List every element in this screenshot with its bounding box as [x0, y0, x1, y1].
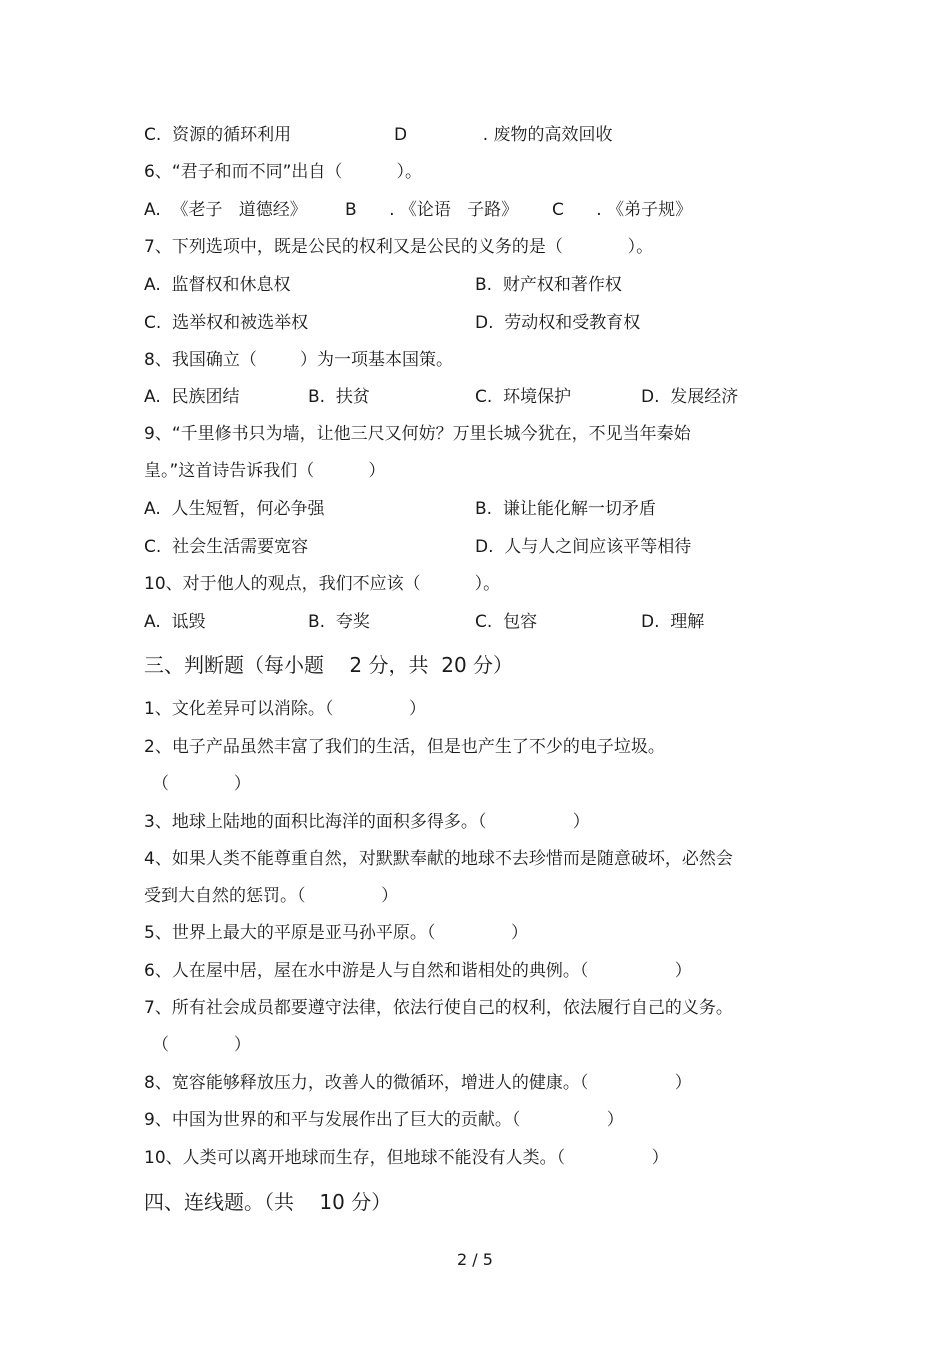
q9-option-a: A. 人生短暂，何必争强 — [144, 499, 325, 519]
q6-stem: 6、“君子和而不同”出自（ ）。 — [144, 162, 422, 182]
q10-stem: 10、对于他人的观点，我们不应该（ ）。 — [144, 574, 501, 594]
judgement-item-7-blank: （ ） — [152, 1035, 251, 1055]
judgement-item-3: 3、地球上陆地的面积比海洋的面积多得多。（ ） — [144, 812, 590, 832]
q10-option-a: A. 诋毁 — [144, 612, 206, 632]
q10-option-d: D. 理解 — [641, 612, 705, 632]
judgement-item-4-cont: 受到大自然的惩罚。（ ） — [144, 886, 399, 906]
q10-option-b: B. 夸奖 — [308, 612, 370, 632]
judgement-item-6: 6、人在屋中居，屋在水中游是人与自然和谐相处的典例。（ ） — [144, 961, 692, 981]
q9-stem-line2: 皇。”这首诗告诉我们（ ） — [144, 461, 386, 481]
q7-option-b: B. 财产权和著作权 — [475, 275, 622, 295]
q5-option-c: C. 资源的循环利用 — [144, 125, 292, 145]
q8-option-b: B. 扶贫 — [308, 387, 370, 407]
section4-title: 四、连线题。（共 10 分） — [144, 1190, 392, 1214]
q7-stem: 7、下列选项中，既是公民的权利又是公民的义务的是（ ）。 — [144, 237, 654, 257]
section3-title: 三、判断题（每小题 2 分，共 20 分） — [144, 653, 514, 677]
judgement-item-10: 10、人类可以离开地球而生存，但地球不能没有人类。（ ） — [144, 1148, 669, 1168]
q8-option-a: A. 民族团结 — [144, 387, 240, 407]
q8-stem: 8、我国确立（ ）为一项基本国策。 — [144, 350, 454, 370]
q9-option-c: C. 社会生活需要宽容 — [144, 537, 309, 557]
judgement-item-7: 7、所有社会成员都要遵守法律，依法行使自己的权利，依法履行自己的义务。 — [144, 998, 733, 1018]
judgement-item-8: 8、宽容能够释放压力，改善人的微循环，增进人的健康。（ ） — [144, 1073, 692, 1093]
page-number: 2 / 5 — [457, 1250, 493, 1269]
q7-option-d: D. 劳动权和受教育权 — [475, 313, 641, 333]
q5-option-d: D . 废物的高效回收 — [394, 125, 613, 145]
q6-option-c: C . 《弟子规》 — [552, 200, 693, 220]
q9-stem-line1: 9、“千里修书只为墙，让他三尺又何妨？万里长城今犹在，不见当年秦始 — [144, 424, 691, 444]
q9-option-d: D. 人与人之间应该平等相待 — [475, 537, 692, 557]
q6-option-b: B . 《论语 子路》 — [345, 200, 519, 220]
judgement-item-2: 2、电子产品虽然丰富了我们的生活，但是也产生了不少的电子垃圾。 — [144, 737, 665, 757]
q7-option-a: A. 监督权和休息权 — [144, 275, 291, 295]
q6-option-a: A. 《老子 道德经》 — [144, 200, 307, 220]
q7-option-c: C. 选举权和被选举权 — [144, 313, 309, 333]
judgement-item-4: 4、如果人类不能尊重自然，对默默奉献的地球不去珍惜而是随意破坏，必然会 — [144, 849, 733, 869]
judgement-item-9: 9、中国为世界的和平与发展作出了巨大的贡献。（ ） — [144, 1110, 624, 1130]
q8-option-d: D. 发展经济 — [641, 387, 739, 407]
q8-option-c: C. 环境保护 — [475, 387, 572, 407]
q9-option-b: B. 谦让能化解一切矛盾 — [475, 499, 656, 519]
q10-option-c: C. 包容 — [475, 612, 538, 632]
judgement-item-2-blank: （ ） — [152, 774, 251, 794]
judgement-item-1: 1、文化差异可以消除。（ ） — [144, 699, 426, 719]
judgement-item-5: 5、世界上最大的平原是亚马孙平原。（ ） — [144, 923, 528, 943]
